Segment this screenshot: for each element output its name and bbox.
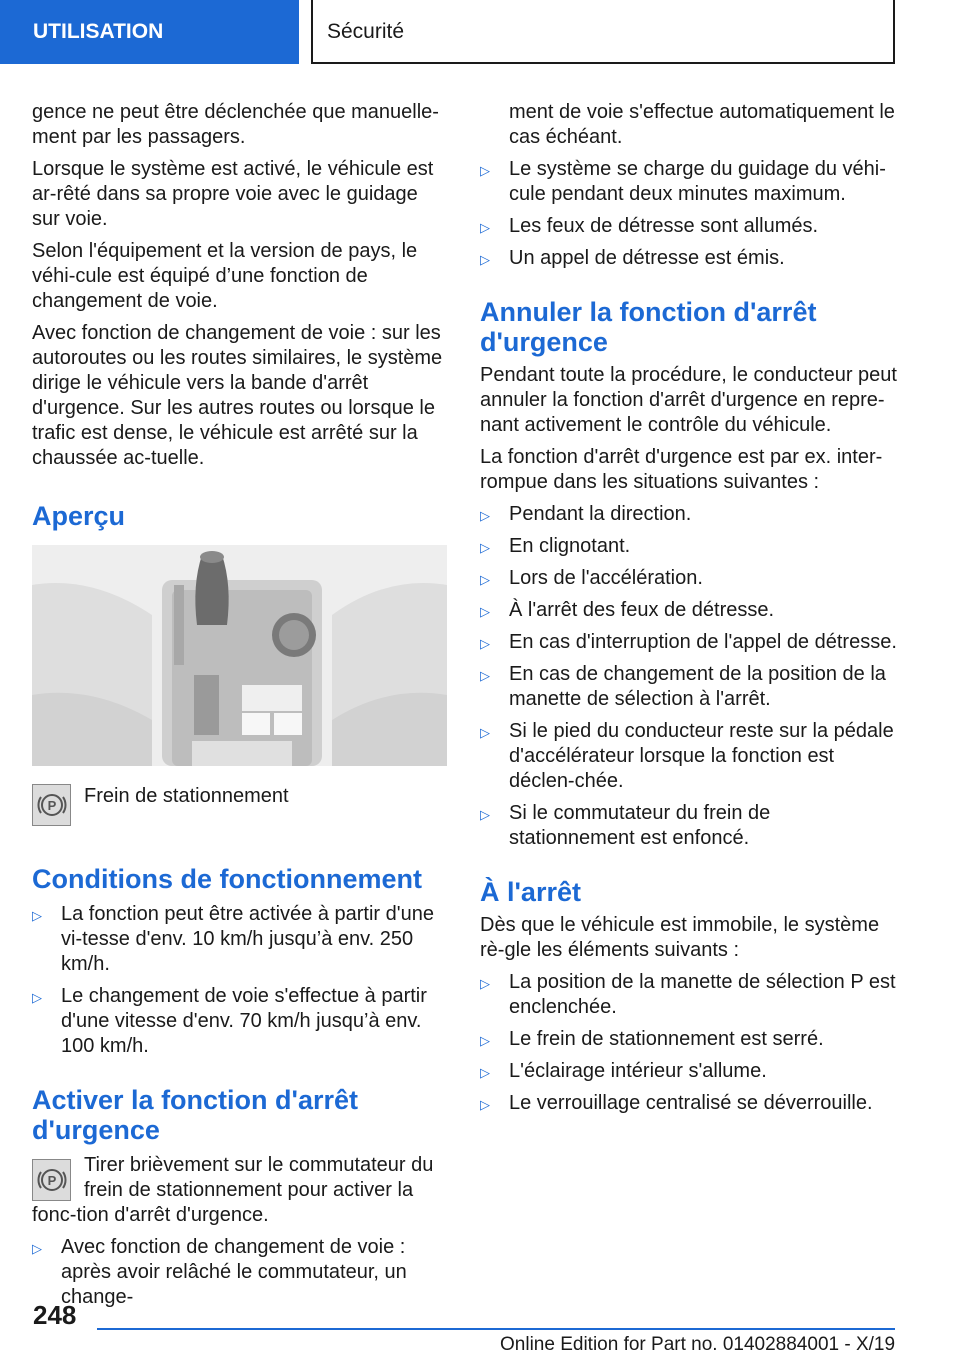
list-item: ▷ Pendant la direction. [480, 502, 898, 527]
list-item: ▷ En clignotant. [480, 534, 898, 559]
paragraph: Lorsque le système est activé, le véhicule est ar-rêté dans sa propre voie avec le guidage sur voie. [32, 158, 434, 230]
triangle-bullet-icon: ▷ [480, 508, 490, 523]
parking-brake-icon [32, 1159, 71, 1201]
list-item: ▷ Le changement de voie s'effectue à partir d'une vitesse d'env. 70 km/h jusqu’à env. 100 km/h. [32, 985, 427, 1057]
svg-text:P: P [47, 798, 56, 813]
gear-console-photo [32, 545, 447, 766]
list-item: ▷ En cas d'interruption de l'appel de détresse. [480, 630, 898, 655]
list-item: ▷ Le verrouillage centralisé se déverrouille. [480, 1091, 898, 1116]
triangle-bullet-icon: ▷ [480, 540, 490, 555]
triangle-bullet-icon: ▷ [480, 604, 490, 619]
continued-list [480, 100, 898, 271]
footer-edition: Online Edition for Part no. 01402884001 - X/19 [500, 1334, 896, 1355]
footer-divider [97, 1328, 895, 1330]
triangle-bullet-icon: ▷ [480, 976, 490, 991]
list-item: ▷ À l'arrêt des feux de détresse. [480, 598, 898, 623]
triangle-bullet-icon: ▷ [480, 163, 490, 178]
list-item: ▷ Lors de l'accélération. [480, 566, 898, 591]
list-item: ▷ Si le pied du conducteur reste sur la pédale d'accélérateur lorsque la fonction est déclen-chée. [480, 720, 894, 792]
triangle-bullet-icon: ▷ [480, 725, 490, 740]
triangle-bullet-icon: ▷ [480, 220, 490, 235]
list-item: ▷ Un appel de détresse est émis. [480, 246, 898, 271]
left-column [32, 100, 450, 1317]
triangle-bullet-icon: ▷ [480, 636, 490, 651]
paragraph: Selon l'équipement et la version de pays, le véhi-cule est équipé d’une fonction de changement de voie. [32, 240, 418, 312]
section-heading-conditions: Conditions de fonctionnement [32, 864, 422, 894]
paragraph: gence ne peut être déclenchée que manuelle-ment par les passagers. [32, 101, 439, 148]
section-heading-apercu: Aperçu [32, 501, 126, 531]
conditions-list [32, 902, 450, 1059]
cancel-conditions-list [480, 502, 898, 851]
list-item: ▷ La fonction peut être activée à partir d'une vi-tesse d'env. 10 km/h jusqu’à env. 250 km/h. [32, 903, 434, 975]
list-item: ▷ La position de la manette de sélection P est enclenchée. [480, 971, 896, 1018]
triangle-bullet-icon: ▷ [32, 990, 42, 1005]
section-heading-arret: À l'arrêt [480, 877, 581, 907]
section-heading-activer: Activer la fonction d'arrêt d'urgence [32, 1085, 358, 1145]
section-tab: UTILISATION [0, 0, 299, 64]
triangle-bullet-icon: ▷ [480, 1065, 490, 1080]
paragraph: La fonction d'arrêt d'urgence est par ex. inter-rompue dans les situations suivantes : [480, 446, 883, 493]
paragraph: Dès que le véhicule est immobile, le système rè-gle les éléments suivants : [480, 914, 880, 961]
list-item: ▷ Le système se charge du guidage du véhi-cule pendant deux minutes maximum. [480, 158, 886, 205]
paragraph: Avec fonction de changement de voie : sur les autoroutes ou les routes similaires, le système dirige le véhicule vers la bande d'arrêt d'urgence. Sur les autres routes ou lorsque le trafic est dense, le véhicule est arrêté sur la chaussée ac-tuelle. [32, 322, 443, 469]
list-item-continued: ment de voie s'effectue automatiquement le cas échéant. [509, 101, 895, 148]
triangle-bullet-icon: ▷ [32, 1241, 42, 1256]
triangle-bullet-icon: ▷ [480, 572, 490, 587]
page-number: 248 [33, 1300, 77, 1330]
triangle-bullet-icon: ▷ [480, 252, 490, 267]
svg-text:P: P [47, 1173, 56, 1188]
list-item: ▷ Si le commutateur du frein de stationnement est enfoncé. [480, 802, 771, 849]
parking-brake-icon [32, 784, 71, 826]
image-caption: Frein de stationnement [84, 785, 289, 807]
chapter-title: Sécurité [311, 0, 895, 64]
triangle-bullet-icon: ▷ [480, 668, 490, 683]
activation-list [32, 1235, 450, 1310]
triangle-bullet-icon: ▷ [480, 1033, 490, 1048]
list-item: ▷ Le frein de stationnement est serré. [480, 1027, 898, 1052]
list-item: ▷ En cas de changement de la position de la manette de sélection à l'arrêt. [480, 663, 886, 710]
right-column [480, 100, 898, 1123]
activation-paragraph: P Tirer brièvement sur le commutateur du frein de stationnement pour activer la fonc-tion d'arrêt d'urgence. [32, 1154, 434, 1226]
triangle-bullet-icon: ▷ [480, 1097, 490, 1112]
triangle-bullet-icon: ▷ [480, 807, 490, 822]
paragraph: Pendant toute la procédure, le conducteur peut annuler la fonction d'arrêt d'urgence en repre-nant activement le contrôle du véhicule. [480, 364, 897, 436]
stop-actions-list [480, 970, 898, 1116]
section-heading-annuler: Annuler la fonction d'arrêt d'urgence [480, 297, 817, 357]
list-item: ▷ Les feux de détresse sont allumés. [480, 214, 898, 239]
caption-row [32, 784, 450, 832]
list-item: ▷ L'éclairage intérieur s'allume. [480, 1059, 898, 1084]
list-item: ▷ Avec fonction de changement de voie : après avoir relâché le commutateur, un change- [32, 1236, 407, 1308]
triangle-bullet-icon: ▷ [32, 908, 42, 923]
